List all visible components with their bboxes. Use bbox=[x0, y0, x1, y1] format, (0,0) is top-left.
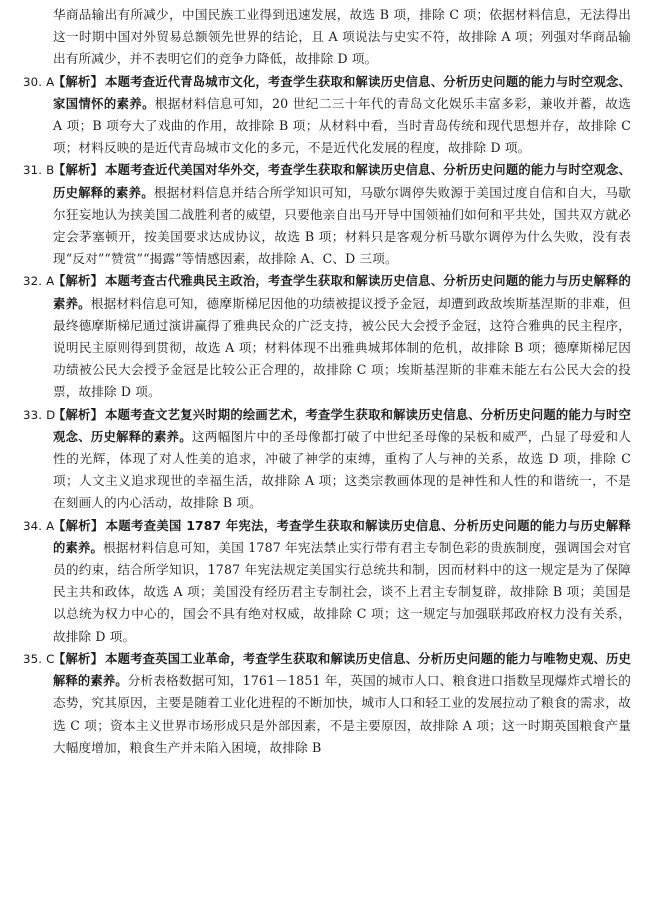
analysis-body: 这两幅图片中的圣母像都打破了中世纪圣母像的呆板和威严，凸显了母爱和人性的光辉，体现了对人性美的追求，冲破了神学的束缚，重构了人与神的关系，故选 D 项，排除 C 项；人文主义追求现世的幸福生活，故排除 A 项；这类宗教画体现的是神性和人性的和谐统一，不是在刻画人的内心活动，故排除 B 项。 bbox=[53, 428, 631, 511]
analysis-lead: 本题考查美国 1787 年宪法，考查学生获取和解读历史信息、分析历史问题的能力与历史解释的素养。 bbox=[53, 518, 632, 555]
answer-item-35 bbox=[23, 648, 631, 759]
answer-item-34 bbox=[23, 515, 632, 648]
answer-number: 33. D bbox=[23, 407, 56, 422]
analysis-tag: 【解析】 bbox=[53, 274, 104, 289]
analysis-lead: 本题考查近代美国对华外交，考查学生获取和解读历史信息、分析历史问题的能力与时空观念、历史解释的素养。 bbox=[53, 163, 631, 200]
analysis-lead: 本题考查英国工业革命，考查学生获取和解读历史信息、分析历史问题的能力与唯物史观、历史解释的素养。 bbox=[53, 651, 631, 689]
answer-item-33 bbox=[23, 404, 631, 515]
answer-number: 32. A bbox=[23, 274, 55, 289]
analysis-body: 根据材料信息可知，德摩斯梯尼因他的功绩被提议授予金冠，却遭到政敌埃斯基涅斯的非难，但最终德摩斯梯尼通过演讲赢得了雅典民众的广泛支持，被公民大会授予金冠，这符合雅典的民主程序，说明民主原则得到贯彻，故选 A 项；材料体现不出雅典城邦体制的危机，故排除 B 项；德摩斯梯尼因功绩被公民大会授予金冠是比较公正合理的，故排除 C 项；埃斯基涅斯的非难未能左右公民大会的投票，故排除 D 项。 bbox=[53, 295, 631, 400]
analysis-lead: 本题考查文艺复兴时期的绘画艺术，考查学生获取和解读历史信息、分析历史问题的能力与时空观念、历史解释的素养。 bbox=[53, 407, 631, 444]
analysis-lead: 本题考查古代雅典民主政治，考查学生获取和解读历史信息、分析历史问题的能力与历史解释的素养。 bbox=[53, 274, 631, 311]
analysis-tag: 【解析】 bbox=[53, 651, 104, 666]
analysis-tag: 【解析】 bbox=[53, 74, 104, 89]
analysis-body: 根据材料信息可知，20 世纪二三十年代的青岛文化娱乐丰富多彩，兼收并蓄，故选 A 项；B 项夸大了戏曲的作用，故排除 B 项；从材料中看，当时青岛传统和现代思想并存，故排除 C 项；材料反映的是近代青岛城市文化的多元，不是近代化发展的程度，故排除 D 项。 bbox=[53, 95, 631, 156]
analysis-body: 根据材料信息并结合所学知识可知，马歇尔调停失败源于美国过度自信和自大，马歇尔狂妄地认为挟美国二战胜利者的威望，只要他亲自出马开导中国领袖们如何和平共处，国共双方就必定会茅塞顿开，按美国要求达成协议，故选 B 项；材料只是客观分析马歇尔调停为什么失败，没有表现“反对”“赞赏”“揭露”等情感因素，故排除 A、C、D 三项。 bbox=[53, 184, 631, 267]
answer-item-31 bbox=[23, 159, 631, 270]
analysis-tag: 【解析】 bbox=[53, 163, 104, 178]
answer-number: 35. C bbox=[23, 651, 55, 666]
analysis-lead: 本题考查近代青岛城市文化，考查学生获取和解读历史信息、分析历史问题的能力与时空观念、家国情怀的素养。 bbox=[53, 74, 631, 111]
intro-paragraph: 华商品输出有所减少，中国民族工业得到迅速发展，故选 B 项，排除 C 项；依据材料信息，无法得出这一时期中国对外贸易总额领先世界的结论，且 A 项说法与史实不符，故排除 A 项；列强对华商品输出有所减少，并不表明它们的竞争力降低，故排除 D 项。 bbox=[53, 7, 631, 67]
answer-number: 34. A bbox=[23, 518, 55, 533]
analysis-body: 根据材料信息可知，美国 1787 年宪法禁止实行带有君主专制色彩的贵族制度，强调国会对官员的约束，结合所学知识，1787 年宪法规定美国实行总统共和制，因而材料中的这一规定是为了保障民主共和政体，故选 A 项；美国没有经历君主专制社会，谈不上君主专制复辟，故排除 B 项；美国是以总统为权力中心的，国会不具有绝对权威，故排除 C 项；这一规定与加强联邦政府权力没有关系，故排除 D 项。 bbox=[53, 539, 632, 644]
answer-number: 31. B bbox=[23, 163, 55, 178]
analysis-tag: 【解析】 bbox=[53, 407, 104, 422]
analysis-body: 分析表格数据可知，1761－1851 年，英国的城市人口、粮食进口指数呈现爆炸式增长的态势，究其原因，主要是随着工业化进程的不断加快，城市人口和轻工业的发展拉动了粮食的需求，故选 C 项；资本主义世界市场形成只是外部因素，不是主要原因，故排除 A 项；这一时期英国粮食产量大幅度增加，粮食生产并未陷入困境，故排除 B bbox=[53, 673, 631, 755]
answer-number: 30. A bbox=[23, 74, 55, 89]
answer-item-32 bbox=[23, 270, 631, 403]
answer-item-30 bbox=[23, 71, 631, 160]
analysis-tag: 【解析】 bbox=[53, 518, 104, 533]
